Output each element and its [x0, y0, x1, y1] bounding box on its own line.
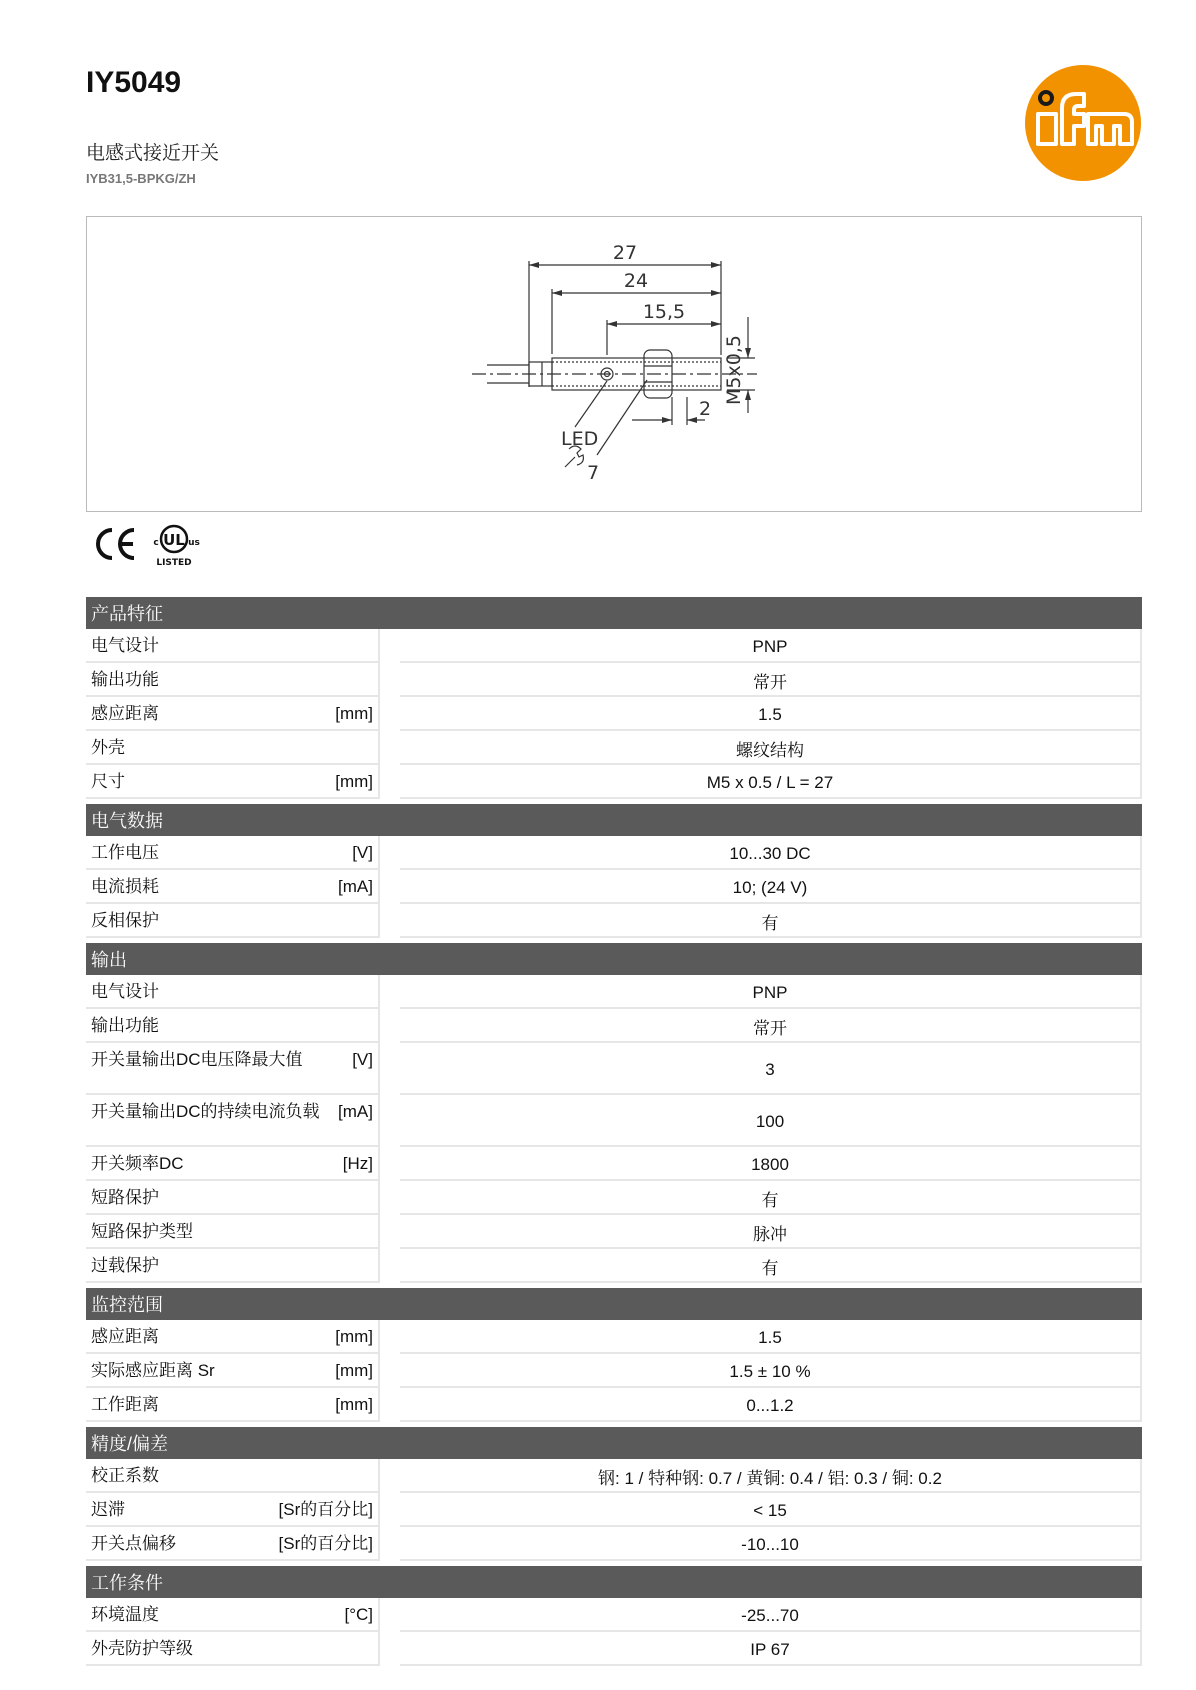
spec-row	[86, 836, 1142, 870]
spec-unit: [V]	[352, 843, 373, 862]
spec-row	[86, 1215, 1142, 1249]
spec-section	[86, 1427, 1142, 1561]
spec-unit: [mm]	[335, 772, 373, 791]
spec-value: 有	[400, 904, 1142, 938]
spec-label: 开关频率DC	[91, 1154, 184, 1173]
spec-label-cell	[86, 836, 380, 870]
spec-unit: [Sr的百分比]	[278, 1500, 373, 1519]
spec-value: PNP	[400, 629, 1142, 663]
spec-value: 钢: 1 / 特种钢: 0.7 / 黄铜: 0.4 / 铝: 0.3 / 铜: 0.2	[400, 1459, 1142, 1493]
spec-label: 感应距离	[91, 704, 159, 723]
spec-label: 电气设计	[91, 982, 159, 1001]
spec-row	[86, 904, 1142, 938]
spec-section	[86, 804, 1142, 938]
spec-row	[86, 629, 1142, 663]
product-title: IY5049	[86, 66, 182, 99]
dim-length-155: 15,5	[642, 301, 686, 323]
spec-label-cell	[86, 1320, 380, 1354]
led-label: LED	[561, 428, 599, 450]
spec-value: PNP	[400, 975, 1142, 1009]
spec-label: 开关点偏移	[91, 1534, 176, 1553]
spec-label: 尺寸	[91, 772, 125, 791]
spec-label: 输出功能	[91, 670, 159, 689]
spec-value: 1.5	[400, 1320, 1142, 1354]
spec-value: 有	[400, 1181, 1142, 1215]
spec-row	[86, 663, 1142, 697]
ul-mark-icon	[153, 526, 200, 568]
spec-unit: [mm]	[335, 1327, 373, 1346]
spec-label: 环境温度	[91, 1605, 159, 1624]
spec-label: 工作电压	[91, 843, 159, 862]
spec-unit: [mm]	[335, 1361, 373, 1380]
spec-value: 3	[400, 1043, 1142, 1095]
spec-label: 外壳防护等级	[91, 1639, 193, 1658]
ul-c-text: c	[153, 538, 159, 548]
spec-unit: [°C]	[344, 1605, 373, 1624]
spec-value: 10...30 DC	[400, 836, 1142, 870]
ifm-logo	[1024, 64, 1142, 182]
spec-value: IP 67	[400, 1632, 1142, 1666]
spec-label-cell	[86, 663, 380, 697]
spec-label-cell	[86, 1632, 380, 1666]
spec-value: 10; (24 V)	[400, 870, 1142, 904]
spec-label: 外壳	[91, 738, 125, 757]
spec-label-cell	[86, 697, 380, 731]
spec-unit: [mA]	[338, 877, 373, 896]
spec-unit: [mm]	[335, 704, 373, 723]
spec-label: 校正系数	[91, 1466, 159, 1485]
spec-label-cell	[86, 1095, 380, 1147]
product-subtitle: 电感式接近开关	[86, 143, 220, 164]
ce-mark-icon	[98, 530, 134, 558]
section-header: 精度/偏差	[86, 1427, 1142, 1459]
spec-row	[86, 1459, 1142, 1493]
ul-listed-text: LISTED	[156, 558, 192, 568]
spec-row	[86, 1527, 1142, 1561]
spec-value: 0...1.2	[400, 1388, 1142, 1422]
spec-label: 短路保护类型	[91, 1222, 193, 1241]
spec-value: 100	[400, 1095, 1142, 1147]
spec-row	[86, 1249, 1142, 1283]
spec-label-cell	[86, 975, 380, 1009]
spec-row	[86, 1493, 1142, 1527]
spec-value: 常开	[400, 663, 1142, 697]
spec-row	[86, 975, 1142, 1009]
dimension-drawing	[86, 216, 1142, 512]
dim-length-24: 24	[623, 270, 649, 292]
spec-section	[86, 1288, 1142, 1422]
spec-label: 输出功能	[91, 1016, 159, 1035]
spec-row	[86, 1009, 1142, 1043]
certification-marks	[90, 520, 220, 572]
spec-label-cell	[86, 629, 380, 663]
spec-value: M5 x 0.5 / L = 27	[400, 765, 1142, 799]
spec-label-cell	[86, 1043, 380, 1095]
spec-row	[86, 870, 1142, 904]
spec-row	[86, 1320, 1142, 1354]
spec-section	[86, 1566, 1142, 1666]
sensor-diagram	[87, 217, 1143, 513]
spec-value: 1.5	[400, 697, 1142, 731]
spec-row	[86, 1181, 1142, 1215]
spec-row	[86, 731, 1142, 765]
spec-section	[86, 597, 1142, 799]
spec-label-cell	[86, 765, 380, 799]
section-header: 监控范围	[86, 1288, 1142, 1320]
spec-label-cell	[86, 1009, 380, 1043]
dim-2: 2	[699, 398, 712, 420]
spec-value: -10...10	[400, 1527, 1142, 1561]
spec-value: 螺纹结构	[400, 731, 1142, 765]
spec-label-cell	[86, 1527, 380, 1561]
spec-row	[86, 1354, 1142, 1388]
spec-section	[86, 943, 1142, 1283]
section-header: 工作条件	[86, 1566, 1142, 1598]
spec-row	[86, 1095, 1142, 1147]
dim-length-27: 27	[612, 242, 638, 264]
spec-row	[86, 1043, 1142, 1095]
spec-label-cell	[86, 731, 380, 765]
svg-text:UL: UL	[163, 531, 185, 549]
spec-unit: [Sr的百分比]	[278, 1534, 373, 1553]
spec-label: 感应距离	[91, 1327, 159, 1346]
spec-value: 脉冲	[400, 1215, 1142, 1249]
dim-thread: M5x0,5	[723, 335, 745, 405]
spec-label-cell	[86, 1181, 380, 1215]
spec-unit: [mA]	[338, 1102, 373, 1121]
section-header: 产品特征	[86, 597, 1142, 629]
wrench-size-label: 7	[587, 462, 600, 484]
spec-label: 过载保护	[91, 1256, 159, 1275]
spec-row	[86, 1632, 1142, 1666]
spec-row	[86, 765, 1142, 799]
spec-label-cell	[86, 1598, 380, 1632]
spec-label: 短路保护	[91, 1188, 159, 1207]
specification-table	[86, 597, 1142, 1666]
spec-value: 常开	[400, 1009, 1142, 1043]
spec-row	[86, 1388, 1142, 1422]
section-header: 电气数据	[86, 804, 1142, 836]
spec-label: 开关量输出DC的持续电流负载	[91, 1102, 320, 1121]
spec-label: 反相保护	[91, 911, 159, 930]
spec-label-cell	[86, 1388, 380, 1422]
spec-label-cell	[86, 1215, 380, 1249]
spec-label: 迟滞	[91, 1500, 125, 1519]
spec-label: 电气设计	[91, 636, 159, 655]
spec-unit: [Hz]	[342, 1154, 373, 1173]
spec-unit: [V]	[352, 1050, 373, 1069]
spec-value: -25...70	[400, 1598, 1142, 1632]
spec-label-cell	[86, 870, 380, 904]
spec-unit: [mm]	[335, 1395, 373, 1414]
spec-label-cell	[86, 1249, 380, 1283]
spec-value: < 15	[400, 1493, 1142, 1527]
spec-label-cell	[86, 1354, 380, 1388]
ul-us-text: us	[188, 538, 200, 548]
spec-label-cell	[86, 1147, 380, 1181]
spec-label: 开关量输出DC电压降最大值	[91, 1050, 303, 1069]
spec-label: 电流损耗	[91, 877, 159, 896]
spec-row	[86, 1147, 1142, 1181]
spec-label-cell	[86, 904, 380, 938]
spec-label-cell	[86, 1459, 380, 1493]
spec-value: 1.5 ± 10 %	[400, 1354, 1142, 1388]
spec-label: 实际感应距离 Sr	[91, 1361, 215, 1380]
spec-label: 工作距离	[91, 1395, 159, 1414]
product-model: IYB31,5-BPKG/ZH	[86, 171, 196, 186]
spec-value: 1800	[400, 1147, 1142, 1181]
section-header: 输出	[86, 943, 1142, 975]
spec-row	[86, 1598, 1142, 1632]
spec-row	[86, 697, 1142, 731]
spec-label-cell	[86, 1493, 380, 1527]
spec-value: 有	[400, 1249, 1142, 1283]
